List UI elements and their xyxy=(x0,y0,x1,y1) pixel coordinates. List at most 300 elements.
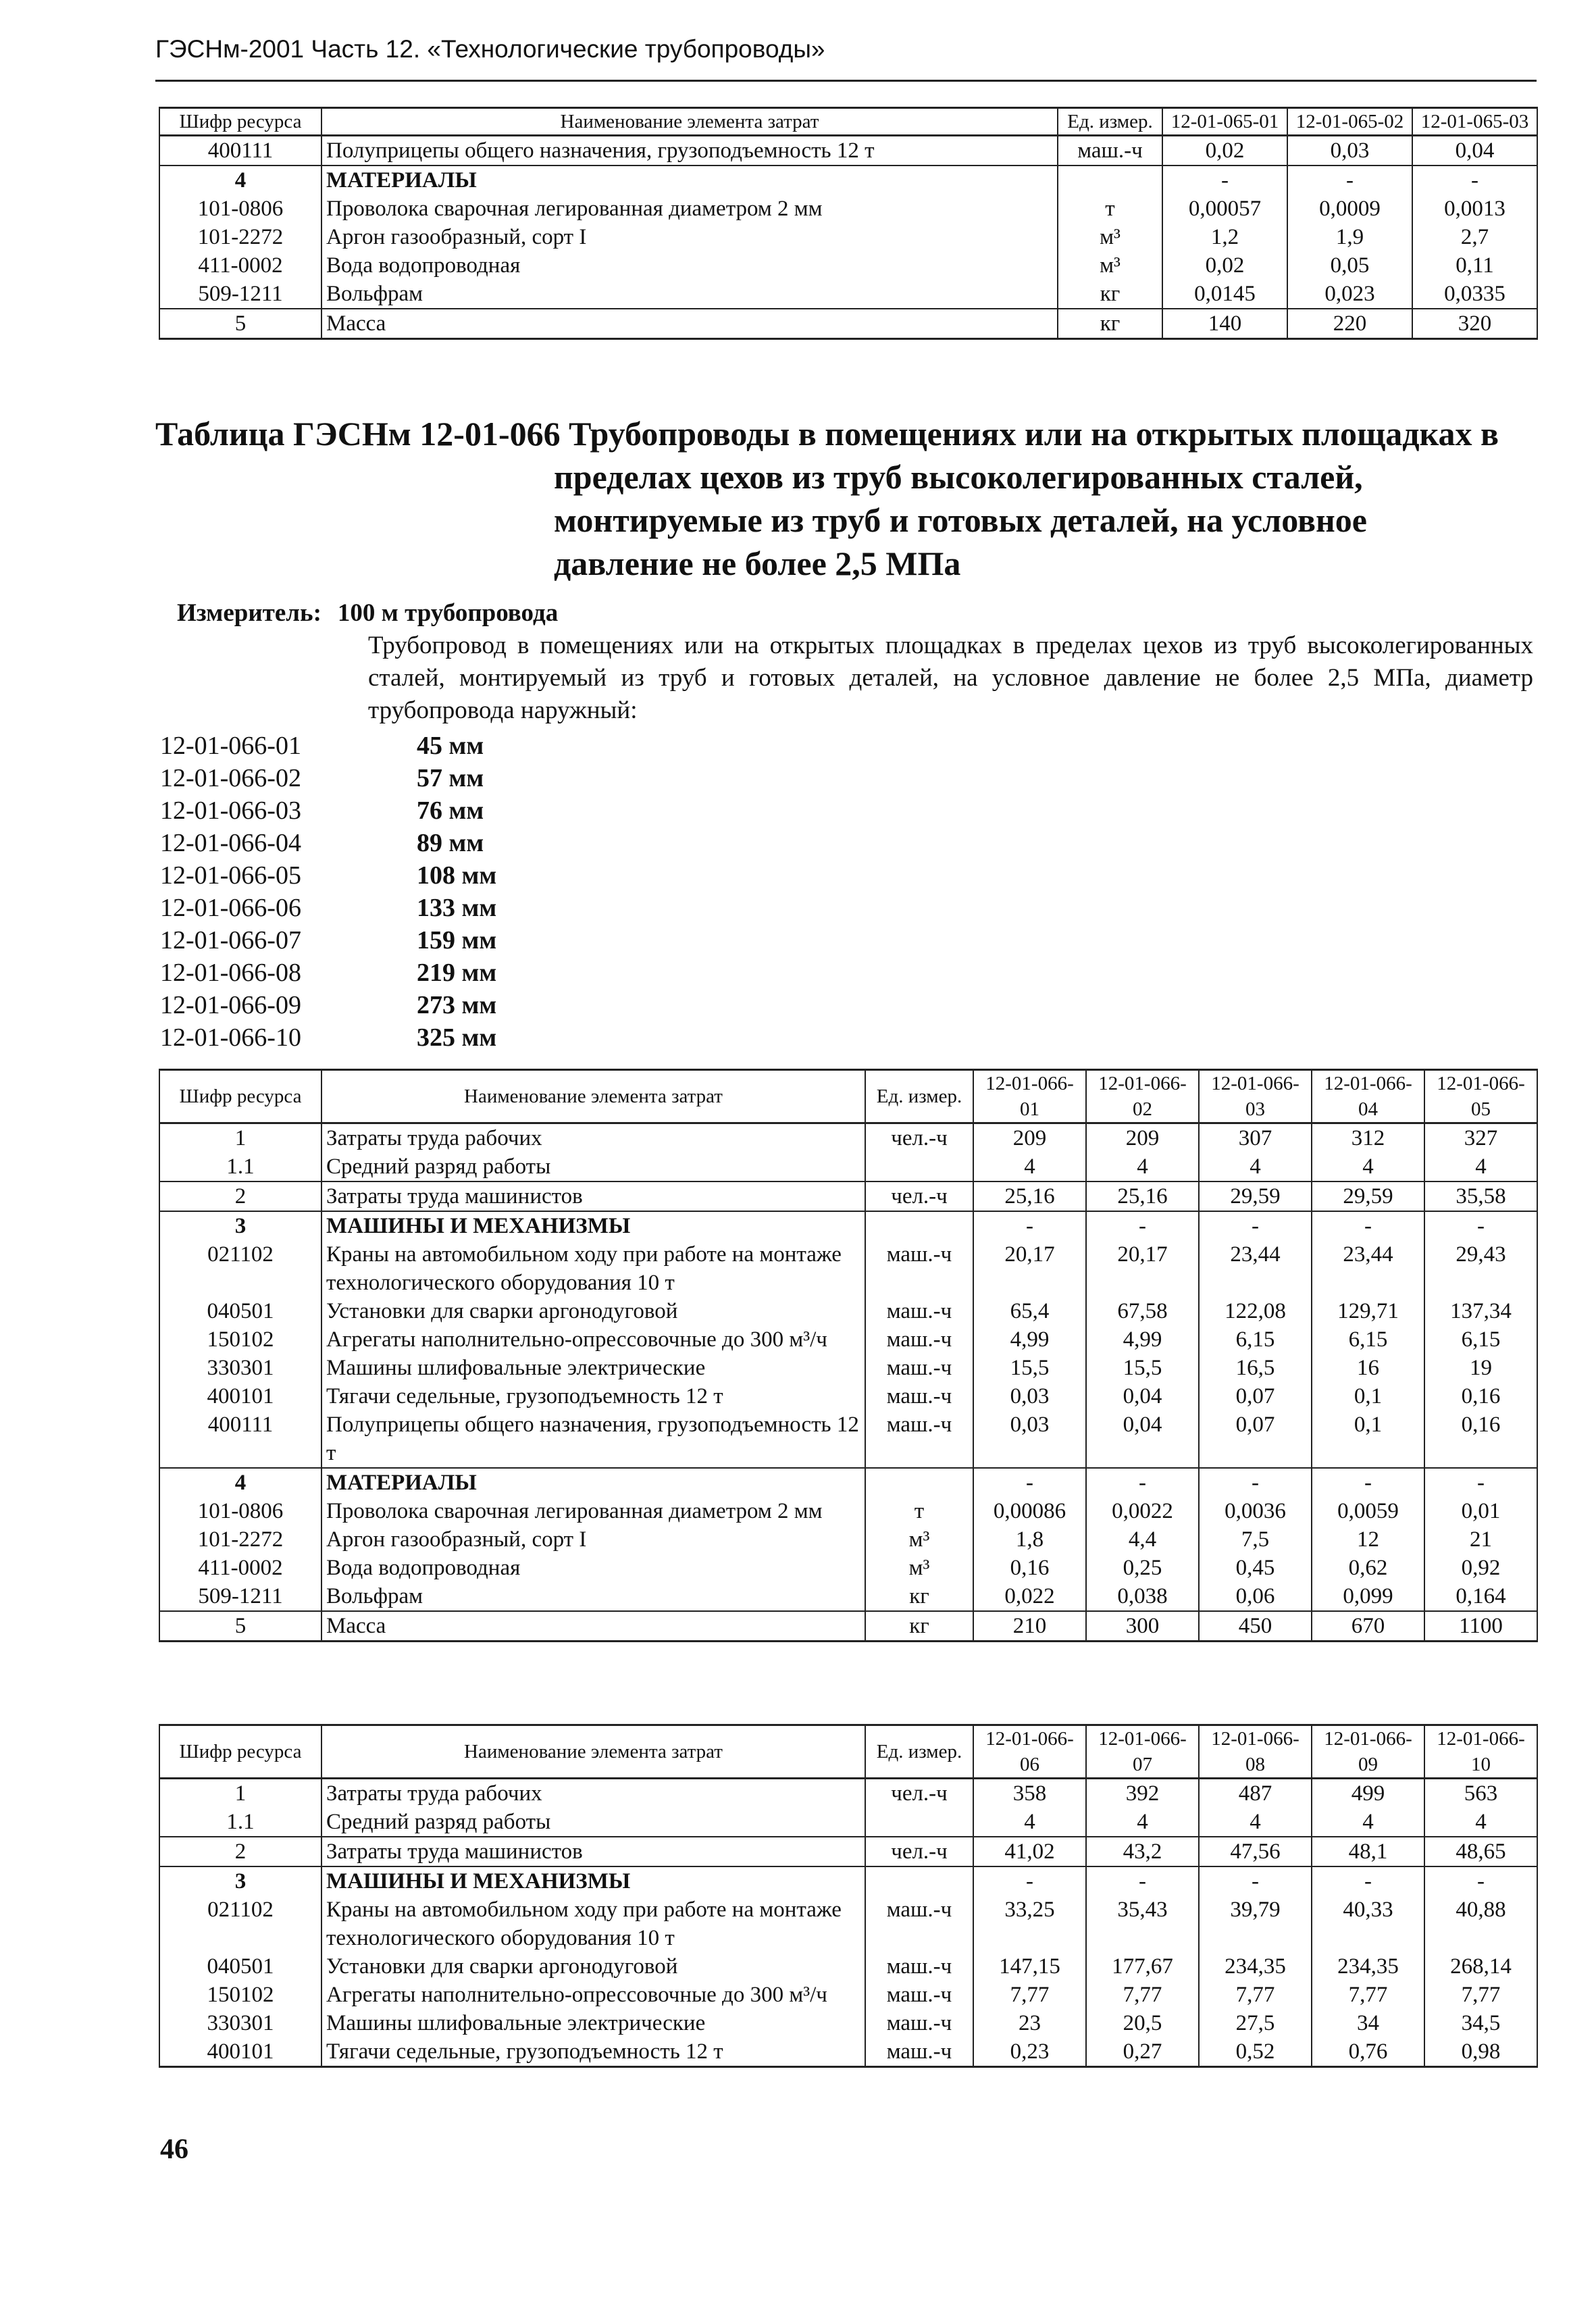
pipe-diameter: 133 мм xyxy=(417,894,497,922)
norm-value: 29,43 xyxy=(1424,1240,1537,1297)
norm-value: 0,45 xyxy=(1199,1554,1312,1582)
norm-value: 0,023 xyxy=(1287,280,1412,309)
norm-value: 234,35 xyxy=(1199,1952,1312,1981)
unit xyxy=(865,1152,973,1181)
norm-code: 12-01-066-06 xyxy=(160,894,301,922)
table-title-rest: пределах цехов из труб высоколегированных сталей, монтируемые из труб и готовых деталей, на условное давление не более 2,5 МПа xyxy=(554,458,1367,582)
unit: т xyxy=(1058,195,1162,223)
norm-value: 0,0335 xyxy=(1412,280,1537,309)
table-row xyxy=(159,223,1537,251)
resource-code: 040501 xyxy=(159,1297,321,1325)
resource-code: 330301 xyxy=(159,2009,321,2037)
resource-code: 101-0806 xyxy=(159,195,321,223)
code-list-item xyxy=(160,989,496,1021)
code-list-item xyxy=(160,924,496,957)
resource-name: МАШИНЫ И МЕХАНИЗМЫ xyxy=(321,1211,865,1240)
header-name: Наименование элемента затрат xyxy=(321,1070,865,1123)
meter-value: 100 м трубопровода xyxy=(337,599,559,627)
unit xyxy=(865,1808,973,1837)
work-description: Трубопровод в помещениях или на открытых площадках в пределах цехов из труб высоколегированных сталей, монтируемый из труб и готовых деталей, на условное давление не более 2,5 МПа, диаметр трубопровода наружный: xyxy=(368,632,1533,724)
running-header: ГЭСНм-2001 Часть 12. «Технологические трубопроводы» xyxy=(155,35,825,63)
norm-value: 4,99 xyxy=(1086,1325,1199,1354)
resource-name: Средний разряд работы xyxy=(321,1152,865,1181)
norm-value: 15,5 xyxy=(1086,1354,1199,1382)
page-number: 46 xyxy=(160,2134,188,2165)
table-row xyxy=(159,1611,1537,1642)
norm-value: - xyxy=(1312,1468,1424,1497)
unit: чел.-ч xyxy=(865,1181,973,1211)
resource-name: Вольфрам xyxy=(321,1582,865,1611)
norm-value: 0,164 xyxy=(1424,1582,1537,1611)
resource-name: Тягачи седельные, грузоподъемность 12 т xyxy=(321,2037,865,2067)
resource-name: Машины шлифовальные электрические xyxy=(321,2009,865,2037)
norm-value: - xyxy=(1424,1211,1537,1240)
resource-code: 400111 xyxy=(159,1410,321,1468)
resource-name: Затраты труда машинистов xyxy=(321,1837,865,1866)
unit: маш.-ч xyxy=(865,2009,973,2037)
norm-value: 0,23 xyxy=(973,2037,1086,2067)
norm-value: 65,4 xyxy=(973,1297,1086,1325)
resource-code: 5 xyxy=(159,1611,321,1642)
norm-value: - xyxy=(1199,1866,1312,1896)
resource-name: Полуприцепы общего назначения, грузоподъемность 12 т xyxy=(321,1410,865,1468)
norm-value: 12 xyxy=(1312,1525,1424,1554)
resource-name: Масса xyxy=(321,309,1058,339)
unit xyxy=(865,1211,973,1240)
unit: маш.-ч xyxy=(865,1382,973,1410)
unit: кг xyxy=(1058,280,1162,309)
unit: т xyxy=(865,1497,973,1525)
norm-value: 0,16 xyxy=(1424,1382,1537,1410)
header-code: Шифр ресурса xyxy=(159,1070,321,1123)
norm-value: - xyxy=(1412,166,1537,195)
section-row xyxy=(159,1211,1537,1240)
norm-value: 307 xyxy=(1199,1123,1312,1153)
norm-value: 320 xyxy=(1412,309,1537,339)
norm-value: - xyxy=(1086,1866,1199,1896)
norm-value: 20,5 xyxy=(1086,2009,1199,2037)
resource-name: Вольфрам xyxy=(321,280,1058,309)
table-row xyxy=(159,1354,1537,1382)
table-row xyxy=(159,1123,1537,1153)
table-row xyxy=(159,1181,1537,1211)
header-norm-code: 12-01-065-01 xyxy=(1162,108,1287,136)
norm-value: 20,17 xyxy=(973,1240,1086,1297)
norm-value: - xyxy=(1287,166,1412,195)
resource-code: 1.1 xyxy=(159,1152,321,1181)
code-list-item xyxy=(160,957,496,989)
norm-value: 48,65 xyxy=(1424,1837,1537,1866)
norm-value: 7,77 xyxy=(1086,1981,1199,2009)
norm-value: 210 xyxy=(973,1611,1086,1642)
norm-code: 12-01-066-05 xyxy=(160,861,301,890)
norm-value: 0,00086 xyxy=(973,1497,1086,1525)
norm-value: 35,43 xyxy=(1086,1896,1199,1952)
header-norm-code: 12-01-066-09 xyxy=(1312,1725,1424,1779)
header-norm-code: 12-01-066-02 xyxy=(1086,1070,1199,1123)
section-row xyxy=(159,166,1537,195)
resource-code: 411-0002 xyxy=(159,1554,321,1582)
resource-code: 2 xyxy=(159,1181,321,1211)
norm-value: 0,03 xyxy=(973,1410,1086,1468)
resource-code: 509-1211 xyxy=(159,280,321,309)
norm-value: 29,59 xyxy=(1199,1181,1312,1211)
unit: маш.-ч xyxy=(865,1981,973,2009)
unit: маш.-ч xyxy=(865,1410,973,1468)
norm-value: 23,44 xyxy=(1199,1240,1312,1297)
norm-value: 0,06 xyxy=(1199,1582,1312,1611)
resource-code: 330301 xyxy=(159,1354,321,1382)
resource-name: Затраты труда рабочих xyxy=(321,1779,865,1808)
norm-value: 140 xyxy=(1162,309,1287,339)
resource-name: Проволока сварочная легированная диаметром 2 мм xyxy=(321,195,1058,223)
norm-value: 0,00057 xyxy=(1162,195,1287,223)
table-row xyxy=(159,1152,1537,1181)
resource-name: Затраты труда рабочих xyxy=(321,1123,865,1153)
resource-name: Полуприцепы общего назначения, грузоподъемность 12 т xyxy=(321,136,1058,166)
norm-value: 268,14 xyxy=(1424,1952,1537,1981)
table-row xyxy=(159,1837,1537,1866)
header-unit: Ед. измер. xyxy=(865,1070,973,1123)
resource-code: 509-1211 xyxy=(159,1582,321,1611)
norm-value: 6,15 xyxy=(1424,1325,1537,1354)
resource-code: 021102 xyxy=(159,1240,321,1297)
norm-value: 670 xyxy=(1312,1611,1424,1642)
resource-name: Средний разряд работы xyxy=(321,1808,865,1837)
unit: маш.-ч xyxy=(865,1297,973,1325)
resource-table-065 xyxy=(159,107,1538,340)
resource-code: 400101 xyxy=(159,2037,321,2067)
resource-table-066-06-10 xyxy=(159,1724,1538,2068)
norm-value: 0,0022 xyxy=(1086,1497,1199,1525)
table-row xyxy=(159,1240,1537,1297)
norm-value: 0,07 xyxy=(1199,1410,1312,1468)
unit: маш.-ч xyxy=(1058,136,1162,166)
table-header-row xyxy=(159,108,1537,136)
norm-value: 4 xyxy=(1086,1152,1199,1181)
table-header-row xyxy=(159,1725,1537,1779)
norm-value: 27,5 xyxy=(1199,2009,1312,2037)
table-row xyxy=(159,195,1537,223)
resource-table-066-01-05 xyxy=(159,1069,1538,1642)
table-row xyxy=(159,2037,1537,2067)
table-row xyxy=(159,2009,1537,2037)
table-row xyxy=(159,280,1537,309)
norm-value: 19 xyxy=(1424,1354,1537,1382)
norm-value: 0,11 xyxy=(1412,251,1537,280)
pipe-diameter: 76 мм xyxy=(417,796,484,825)
table-row xyxy=(159,251,1537,280)
unit xyxy=(865,1866,973,1896)
norm-value: 48,1 xyxy=(1312,1837,1424,1866)
header-norm-code: 12-01-065-03 xyxy=(1412,108,1537,136)
norm-value: 0,92 xyxy=(1424,1554,1537,1582)
norm-value: 0,05 xyxy=(1287,251,1412,280)
resource-name: Агрегаты наполнительно-опрессовочные до 300 м³/ч xyxy=(321,1325,865,1354)
norm-value: 4 xyxy=(1312,1808,1424,1837)
norm-value: - xyxy=(973,1468,1086,1497)
resource-name: МАШИНЫ И МЕХАНИЗМЫ xyxy=(321,1866,865,1896)
table-row xyxy=(159,1808,1537,1837)
norm-value: 7,77 xyxy=(973,1981,1086,2009)
resource-code: 400101 xyxy=(159,1382,321,1410)
resource-name: Аргон газообразный, сорт I xyxy=(321,1525,865,1554)
table-header-row xyxy=(159,1070,1537,1123)
norm-value: 4 xyxy=(1424,1152,1537,1181)
norm-value: - xyxy=(1199,1468,1312,1497)
norm-value: 35,58 xyxy=(1424,1181,1537,1211)
code-list-item xyxy=(160,859,496,892)
unit xyxy=(865,1468,973,1497)
norm-value: 327 xyxy=(1424,1123,1537,1153)
table-row xyxy=(159,1382,1537,1410)
norm-value: 4 xyxy=(1199,1808,1312,1837)
norm-value: 0,04 xyxy=(1086,1410,1199,1468)
norm-value: 177,67 xyxy=(1086,1952,1199,1981)
norm-value: 499 xyxy=(1312,1779,1424,1808)
norm-value: 209 xyxy=(1086,1123,1199,1153)
header-norm-code: 12-01-066-10 xyxy=(1424,1725,1537,1779)
header-norm-code: 12-01-065-02 xyxy=(1287,108,1412,136)
norm-value: 20,17 xyxy=(1086,1240,1199,1297)
norm-value: 4 xyxy=(973,1152,1086,1181)
resource-code: 101-2272 xyxy=(159,1525,321,1554)
table-row xyxy=(159,1896,1537,1952)
norm-code: 12-01-066-07 xyxy=(160,926,301,955)
norm-value: 1,8 xyxy=(973,1525,1086,1554)
code-list-item xyxy=(160,762,496,794)
pipe-diameter: 219 мм xyxy=(417,959,497,987)
norm-value: 1,2 xyxy=(1162,223,1287,251)
norm-value: 0,16 xyxy=(973,1554,1086,1582)
table-row xyxy=(159,309,1537,339)
meter-label: Измеритель: xyxy=(177,599,321,627)
norm-value: 0,0009 xyxy=(1287,195,1412,223)
resource-name: Затраты труда машинистов xyxy=(321,1181,865,1211)
norm-value: 1100 xyxy=(1424,1611,1537,1642)
norm-value: 16,5 xyxy=(1199,1354,1312,1382)
resource-name: Установки для сварки аргонодуговой xyxy=(321,1952,865,1981)
resource-code: 3 xyxy=(159,1866,321,1896)
norm-value: 300 xyxy=(1086,1611,1199,1642)
measurement-unit xyxy=(177,599,558,628)
table-row xyxy=(159,1952,1537,1981)
norm-value: - xyxy=(1199,1211,1312,1240)
norm-value: 450 xyxy=(1199,1611,1312,1642)
norm-value: 15,5 xyxy=(973,1354,1086,1382)
norm-value: 23 xyxy=(973,2009,1086,2037)
norm-value: 16 xyxy=(1312,1354,1424,1382)
header-code: Шифр ресурса xyxy=(159,1725,321,1779)
unit: маш.-ч xyxy=(865,1896,973,1952)
norm-value: 34,5 xyxy=(1424,2009,1537,2037)
unit: кг xyxy=(865,1582,973,1611)
norm-value: 0,62 xyxy=(1312,1554,1424,1582)
norm-value: 2,7 xyxy=(1412,223,1537,251)
table-title xyxy=(155,412,1547,585)
unit: чел.-ч xyxy=(865,1837,973,1866)
norm-code: 12-01-066-10 xyxy=(160,1023,301,1052)
header-norm-code: 12-01-066-07 xyxy=(1086,1725,1199,1779)
norm-value: 0,022 xyxy=(973,1582,1086,1611)
table-title-line1: Таблица ГЭСНм 12-01-066 Трубопроводы в помещениях или на открытых площадках в xyxy=(155,415,1499,453)
norm-value: 4,99 xyxy=(973,1325,1086,1354)
resource-code: 150102 xyxy=(159,1981,321,2009)
resource-name: Агрегаты наполнительно-опрессовочные до 300 м³/ч xyxy=(321,1981,865,2009)
norm-value: 234,35 xyxy=(1312,1952,1424,1981)
norm-value: 29,59 xyxy=(1312,1181,1424,1211)
resource-name: МАТЕРИАЛЫ xyxy=(321,166,1058,195)
norm-value: - xyxy=(1424,1866,1537,1896)
resource-name: Установки для сварки аргонодуговой xyxy=(321,1297,865,1325)
resource-code: 1 xyxy=(159,1123,321,1153)
norm-value: 0,1 xyxy=(1312,1382,1424,1410)
resource-code: 1 xyxy=(159,1779,321,1808)
norm-value: 6,15 xyxy=(1312,1325,1424,1354)
table-row xyxy=(159,1497,1537,1525)
section-row xyxy=(159,1468,1537,1497)
norm-value: - xyxy=(1086,1468,1199,1497)
norm-value: 67,58 xyxy=(1086,1297,1199,1325)
resource-code: 5 xyxy=(159,309,321,339)
resource-code: 411-0002 xyxy=(159,251,321,280)
norm-code: 12-01-066-08 xyxy=(160,959,301,987)
norm-value: 0,099 xyxy=(1312,1582,1424,1611)
unit: м³ xyxy=(865,1554,973,1582)
resource-code: 400111 xyxy=(159,136,321,166)
code-list-item xyxy=(160,827,496,859)
norm-value: 0,0013 xyxy=(1412,195,1537,223)
resource-name: Вода водопроводная xyxy=(321,251,1058,280)
norm-value: 0,02 xyxy=(1162,136,1287,166)
code-list-item xyxy=(160,794,496,827)
section-row xyxy=(159,1866,1537,1896)
norm-value: 0,0145 xyxy=(1162,280,1287,309)
header-norm-code: 12-01-066-06 xyxy=(973,1725,1086,1779)
norm-value: 41,02 xyxy=(973,1837,1086,1866)
norm-value: 0,1 xyxy=(1312,1410,1424,1468)
table-row xyxy=(159,1297,1537,1325)
table-row xyxy=(159,1325,1537,1354)
pipe-diameter: 325 мм xyxy=(417,1023,497,1052)
norm-value: 0,52 xyxy=(1199,2037,1312,2067)
norm-value: 47,56 xyxy=(1199,1837,1312,1866)
pipe-diameter: 89 мм xyxy=(417,829,484,857)
unit: м³ xyxy=(865,1525,973,1554)
norm-value: 7,77 xyxy=(1312,1981,1424,2009)
resource-code: 4 xyxy=(159,166,321,195)
header-norm-code: 12-01-066-04 xyxy=(1312,1070,1424,1123)
pipe-diameter: 159 мм xyxy=(417,926,497,955)
norm-value: - xyxy=(1162,166,1287,195)
norm-value: 0,02 xyxy=(1162,251,1287,280)
unit: кг xyxy=(865,1611,973,1642)
norm-value: 6,15 xyxy=(1199,1325,1312,1354)
header-norm-code: 12-01-066-03 xyxy=(1199,1070,1312,1123)
header-norm-code: 12-01-066-05 xyxy=(1424,1070,1537,1123)
norm-value: - xyxy=(1086,1211,1199,1240)
resource-code: 1.1 xyxy=(159,1808,321,1837)
resource-code: 101-2272 xyxy=(159,223,321,251)
norm-value: 4 xyxy=(1086,1808,1199,1837)
unit: маш.-ч xyxy=(865,2037,973,2067)
code-list-item xyxy=(160,1021,496,1054)
norm-value: 0,01 xyxy=(1424,1497,1537,1525)
header-rule xyxy=(155,80,1537,82)
resource-name: Машины шлифовальные электрические xyxy=(321,1354,865,1382)
norm-code: 12-01-066-02 xyxy=(160,764,301,792)
unit: чел.-ч xyxy=(865,1779,973,1808)
norm-value: 40,88 xyxy=(1424,1896,1537,1952)
resource-name: Проволока сварочная легированная диаметром 2 мм xyxy=(321,1497,865,1525)
norm-value: 0,98 xyxy=(1424,2037,1537,2067)
code-list-item xyxy=(160,730,496,762)
pipe-diameter: 273 мм xyxy=(417,991,497,1019)
resource-code: 150102 xyxy=(159,1325,321,1354)
norm-value: 43,2 xyxy=(1086,1837,1199,1866)
norm-value: 33,25 xyxy=(973,1896,1086,1952)
resource-name: Аргон газообразный, сорт I xyxy=(321,223,1058,251)
norm-value: 147,15 xyxy=(973,1952,1086,1981)
resource-name: Краны на автомобильном ходу при работе на монтаже технологического оборудования 10 т xyxy=(321,1240,865,1297)
norm-value: 0,76 xyxy=(1312,2037,1424,2067)
code-list xyxy=(160,730,496,1054)
table-row xyxy=(159,1554,1537,1582)
resource-name: Вода водопроводная xyxy=(321,1554,865,1582)
code-list-item xyxy=(160,892,496,924)
norm-value: 4 xyxy=(1424,1808,1537,1837)
header-code: Шифр ресурса xyxy=(159,108,321,136)
norm-value: 137,34 xyxy=(1424,1297,1537,1325)
norm-value: 563 xyxy=(1424,1779,1537,1808)
norm-value: 220 xyxy=(1287,309,1412,339)
pipe-diameter: 45 мм xyxy=(417,732,484,760)
norm-value: 21 xyxy=(1424,1525,1537,1554)
norm-value: 40,33 xyxy=(1312,1896,1424,1952)
norm-value: 0,04 xyxy=(1412,136,1537,166)
norm-value: 122,08 xyxy=(1199,1297,1312,1325)
resource-code: 2 xyxy=(159,1837,321,1866)
unit xyxy=(1058,166,1162,195)
norm-value: - xyxy=(973,1211,1086,1240)
unit: м³ xyxy=(1058,251,1162,280)
norm-value: 209 xyxy=(973,1123,1086,1153)
norm-value: 312 xyxy=(1312,1123,1424,1153)
pipe-diameter: 108 мм xyxy=(417,861,497,890)
norm-value: 25,16 xyxy=(1086,1181,1199,1211)
norm-code: 12-01-066-03 xyxy=(160,796,301,825)
header-unit: Ед. измер. xyxy=(865,1725,973,1779)
norm-value: 7,77 xyxy=(1424,1981,1537,2009)
resource-code: 021102 xyxy=(159,1896,321,1952)
header-norm-code: 12-01-066-01 xyxy=(973,1070,1086,1123)
norm-value: 392 xyxy=(1086,1779,1199,1808)
unit: маш.-ч xyxy=(865,1240,973,1297)
norm-value: 23,44 xyxy=(1312,1240,1424,1297)
unit: маш.-ч xyxy=(865,1952,973,1981)
norm-value: 7,77 xyxy=(1199,1981,1312,2009)
norm-value: 0,03 xyxy=(973,1382,1086,1410)
norm-value: 25,16 xyxy=(973,1181,1086,1211)
resource-name: Масса xyxy=(321,1611,865,1642)
unit: чел.-ч xyxy=(865,1123,973,1153)
norm-value: 34 xyxy=(1312,2009,1424,2037)
norm-value: 4,4 xyxy=(1086,1525,1199,1554)
norm-value: 0,038 xyxy=(1086,1582,1199,1611)
table-row xyxy=(159,1779,1537,1808)
norm-value: 4 xyxy=(1199,1152,1312,1181)
header-name: Наименование элемента затрат xyxy=(321,108,1058,136)
